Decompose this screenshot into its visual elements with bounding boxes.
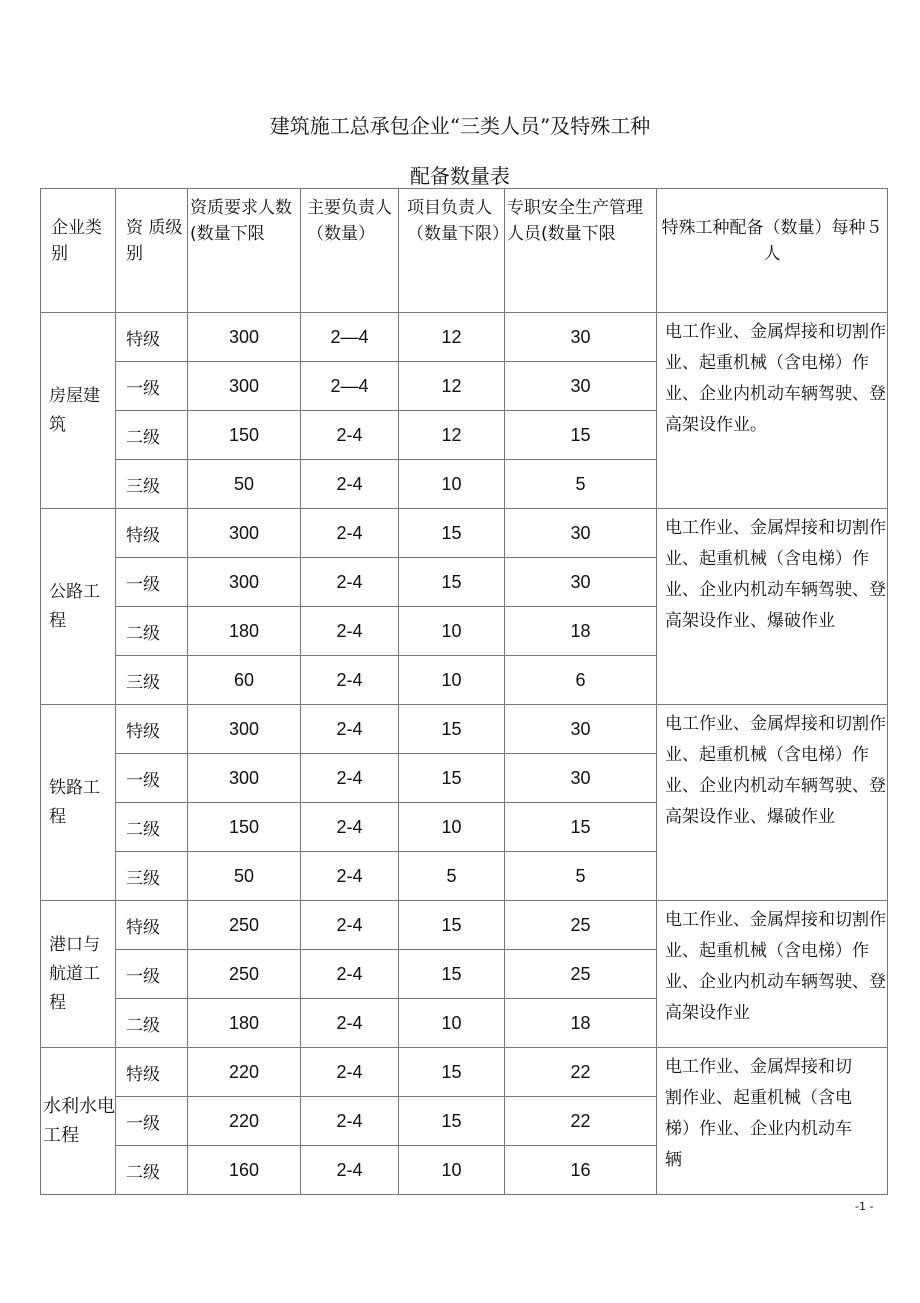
- qualification-count: 220: [188, 1097, 301, 1146]
- project-leader-count: 10: [399, 607, 505, 656]
- project-leader-count: 15: [399, 1097, 505, 1146]
- table-row: [41, 901, 888, 950]
- grade-cell: 特级: [116, 313, 188, 362]
- project-leader-count: 12: [399, 411, 505, 460]
- grade-cell: 特级: [116, 705, 188, 754]
- project-leader-count: 12: [399, 362, 505, 411]
- qualification-count: 300: [188, 313, 301, 362]
- project-leader-count: 10: [399, 1146, 505, 1195]
- table-row: [41, 1048, 888, 1097]
- special-trades-cell: 电工作业、金属焊接和切割作业、起重机械（含电梯）作业、企业内机动车辆: [657, 1048, 888, 1195]
- project-leader-count: 5: [399, 852, 505, 901]
- grade-cell: 二级: [116, 1146, 188, 1195]
- project-leader-count: 15: [399, 950, 505, 999]
- project-leader-count: 15: [399, 705, 505, 754]
- grade-cell: 一级: [116, 950, 188, 999]
- safety-manager-count: 22: [505, 1097, 657, 1146]
- qualification-count: 50: [188, 852, 301, 901]
- table-row: [41, 509, 888, 558]
- category-cell: 公路工程: [41, 509, 116, 705]
- grade-cell: 三级: [116, 852, 188, 901]
- grade-cell: 一级: [116, 754, 188, 803]
- project-leader-count: 15: [399, 509, 505, 558]
- staffing-table: [40, 188, 888, 1195]
- safety-manager-count: 6: [505, 656, 657, 705]
- qualification-count: 50: [188, 460, 301, 509]
- main-leader-count: 2-4: [301, 852, 399, 901]
- main-leader-count: 2-4: [301, 509, 399, 558]
- page-number: -1 -: [855, 1200, 874, 1213]
- qualification-count: 150: [188, 803, 301, 852]
- qualification-count: 300: [188, 754, 301, 803]
- project-leader-count: 12: [399, 313, 505, 362]
- grade-cell: 特级: [116, 509, 188, 558]
- main-leader-count: 2-4: [301, 1097, 399, 1146]
- header-row: [41, 189, 888, 313]
- header-project-leaders: 项目负责人（数量下限）: [399, 189, 505, 313]
- project-leader-count: 10: [399, 999, 505, 1048]
- main-leader-count: 2-4: [301, 803, 399, 852]
- category-cell: 水利水电工程: [41, 1048, 116, 1195]
- special-trades-cell: 电工作业、金属焊接和切割作业、起重机械（含电梯）作业、企业内机动车辆驾驶、登高架设作业。: [657, 313, 888, 509]
- project-leader-count: 15: [399, 754, 505, 803]
- special-trades-cell: 电工作业、金属焊接和切割作业、起重机械（含电梯）作业、企业内机动车辆驾驶、登高架设作业、爆破作业: [657, 509, 888, 705]
- project-leader-count: 10: [399, 460, 505, 509]
- grade-cell: 三级: [116, 656, 188, 705]
- safety-manager-count: 30: [505, 362, 657, 411]
- main-leader-count: 2-4: [301, 754, 399, 803]
- safety-manager-count: 30: [505, 313, 657, 362]
- qualification-count: 160: [188, 1146, 301, 1195]
- header-qualification-grade: 资 质级别: [116, 189, 188, 313]
- qualification-count: 180: [188, 607, 301, 656]
- grade-cell: 一级: [116, 362, 188, 411]
- category-cell: 港口与航道工程: [41, 901, 116, 1048]
- qualification-count: 300: [188, 705, 301, 754]
- safety-manager-count: 25: [505, 950, 657, 999]
- document-title-line2: 配备数量表: [410, 164, 510, 188]
- grade-cell: 一级: [116, 1097, 188, 1146]
- document-title-line1: 建筑施工总承包企业“三类人员”及特殊工种: [269, 114, 651, 138]
- main-leader-count: 2-4: [301, 411, 399, 460]
- grade-cell: 二级: [116, 411, 188, 460]
- project-leader-count: 10: [399, 803, 505, 852]
- header-safety-managers: 专职安全生产管理人员(数量下限: [505, 189, 657, 313]
- safety-manager-count: 18: [505, 999, 657, 1048]
- qualification-count: 250: [188, 950, 301, 999]
- project-leader-count: 15: [399, 558, 505, 607]
- grade-cell: 特级: [116, 901, 188, 950]
- grade-cell: 二级: [116, 607, 188, 656]
- main-leader-count: 2—4: [301, 313, 399, 362]
- project-leader-count: 10: [399, 656, 505, 705]
- safety-manager-count: 30: [505, 509, 657, 558]
- safety-manager-count: 5: [505, 460, 657, 509]
- table-row: [41, 705, 888, 754]
- header-special-trades: 特殊工种配备（数量）每种５人: [657, 189, 888, 313]
- safety-manager-count: 18: [505, 607, 657, 656]
- qualification-count: 300: [188, 558, 301, 607]
- safety-manager-count: 5: [505, 852, 657, 901]
- main-leader-count: 2-4: [301, 950, 399, 999]
- main-leader-count: 2-4: [301, 999, 399, 1048]
- project-leader-count: 15: [399, 1048, 505, 1097]
- main-leader-count: 2-4: [301, 460, 399, 509]
- project-leader-count: 15: [399, 901, 505, 950]
- qualification-count: 150: [188, 411, 301, 460]
- grade-cell: 二级: [116, 803, 188, 852]
- header-enterprise-category: 企业类别: [41, 189, 116, 313]
- grade-cell: 二级: [116, 999, 188, 1048]
- qualification-count: 60: [188, 656, 301, 705]
- table-row: [41, 313, 888, 362]
- main-leader-count: 2—4: [301, 362, 399, 411]
- special-trades-cell: 电工作业、金属焊接和切割作业、起重机械（含电梯）作业、企业内机动车辆驾驶、登高架设作业、爆破作业: [657, 705, 888, 901]
- grade-cell: 三级: [116, 460, 188, 509]
- main-leader-count: 2-4: [301, 901, 399, 950]
- qualification-count: 300: [188, 362, 301, 411]
- qualification-count: 220: [188, 1048, 301, 1097]
- header-main-leaders: 主要负责人（数量）: [301, 189, 399, 313]
- safety-manager-count: 30: [505, 705, 657, 754]
- main-leader-count: 2-4: [301, 607, 399, 656]
- special-trades-cell: 电工作业、金属焊接和切割作业、起重机械（含电梯）作业、企业内机动车辆驾驶、登高架设作业: [657, 901, 888, 1048]
- main-leader-count: 2-4: [301, 1146, 399, 1195]
- main-leader-count: 2-4: [301, 705, 399, 754]
- main-leader-count: 2-4: [301, 1048, 399, 1097]
- main-leader-count: 2-4: [301, 558, 399, 607]
- safety-manager-count: 30: [505, 558, 657, 607]
- qualification-count: 250: [188, 901, 301, 950]
- header-required-staff: 资质要求人数(数量下限: [188, 189, 301, 313]
- qualification-count: 300: [188, 509, 301, 558]
- main-leader-count: 2-4: [301, 656, 399, 705]
- safety-manager-count: 15: [505, 803, 657, 852]
- grade-cell: 一级: [116, 558, 188, 607]
- grade-cell: 特级: [116, 1048, 188, 1097]
- safety-manager-count: 25: [505, 901, 657, 950]
- category-cell: 铁路工程: [41, 705, 116, 901]
- safety-manager-count: 16: [505, 1146, 657, 1195]
- safety-manager-count: 15: [505, 411, 657, 460]
- safety-manager-count: 22: [505, 1048, 657, 1097]
- safety-manager-count: 30: [505, 754, 657, 803]
- category-cell: 房屋建筑: [41, 313, 116, 509]
- qualification-count: 180: [188, 999, 301, 1048]
